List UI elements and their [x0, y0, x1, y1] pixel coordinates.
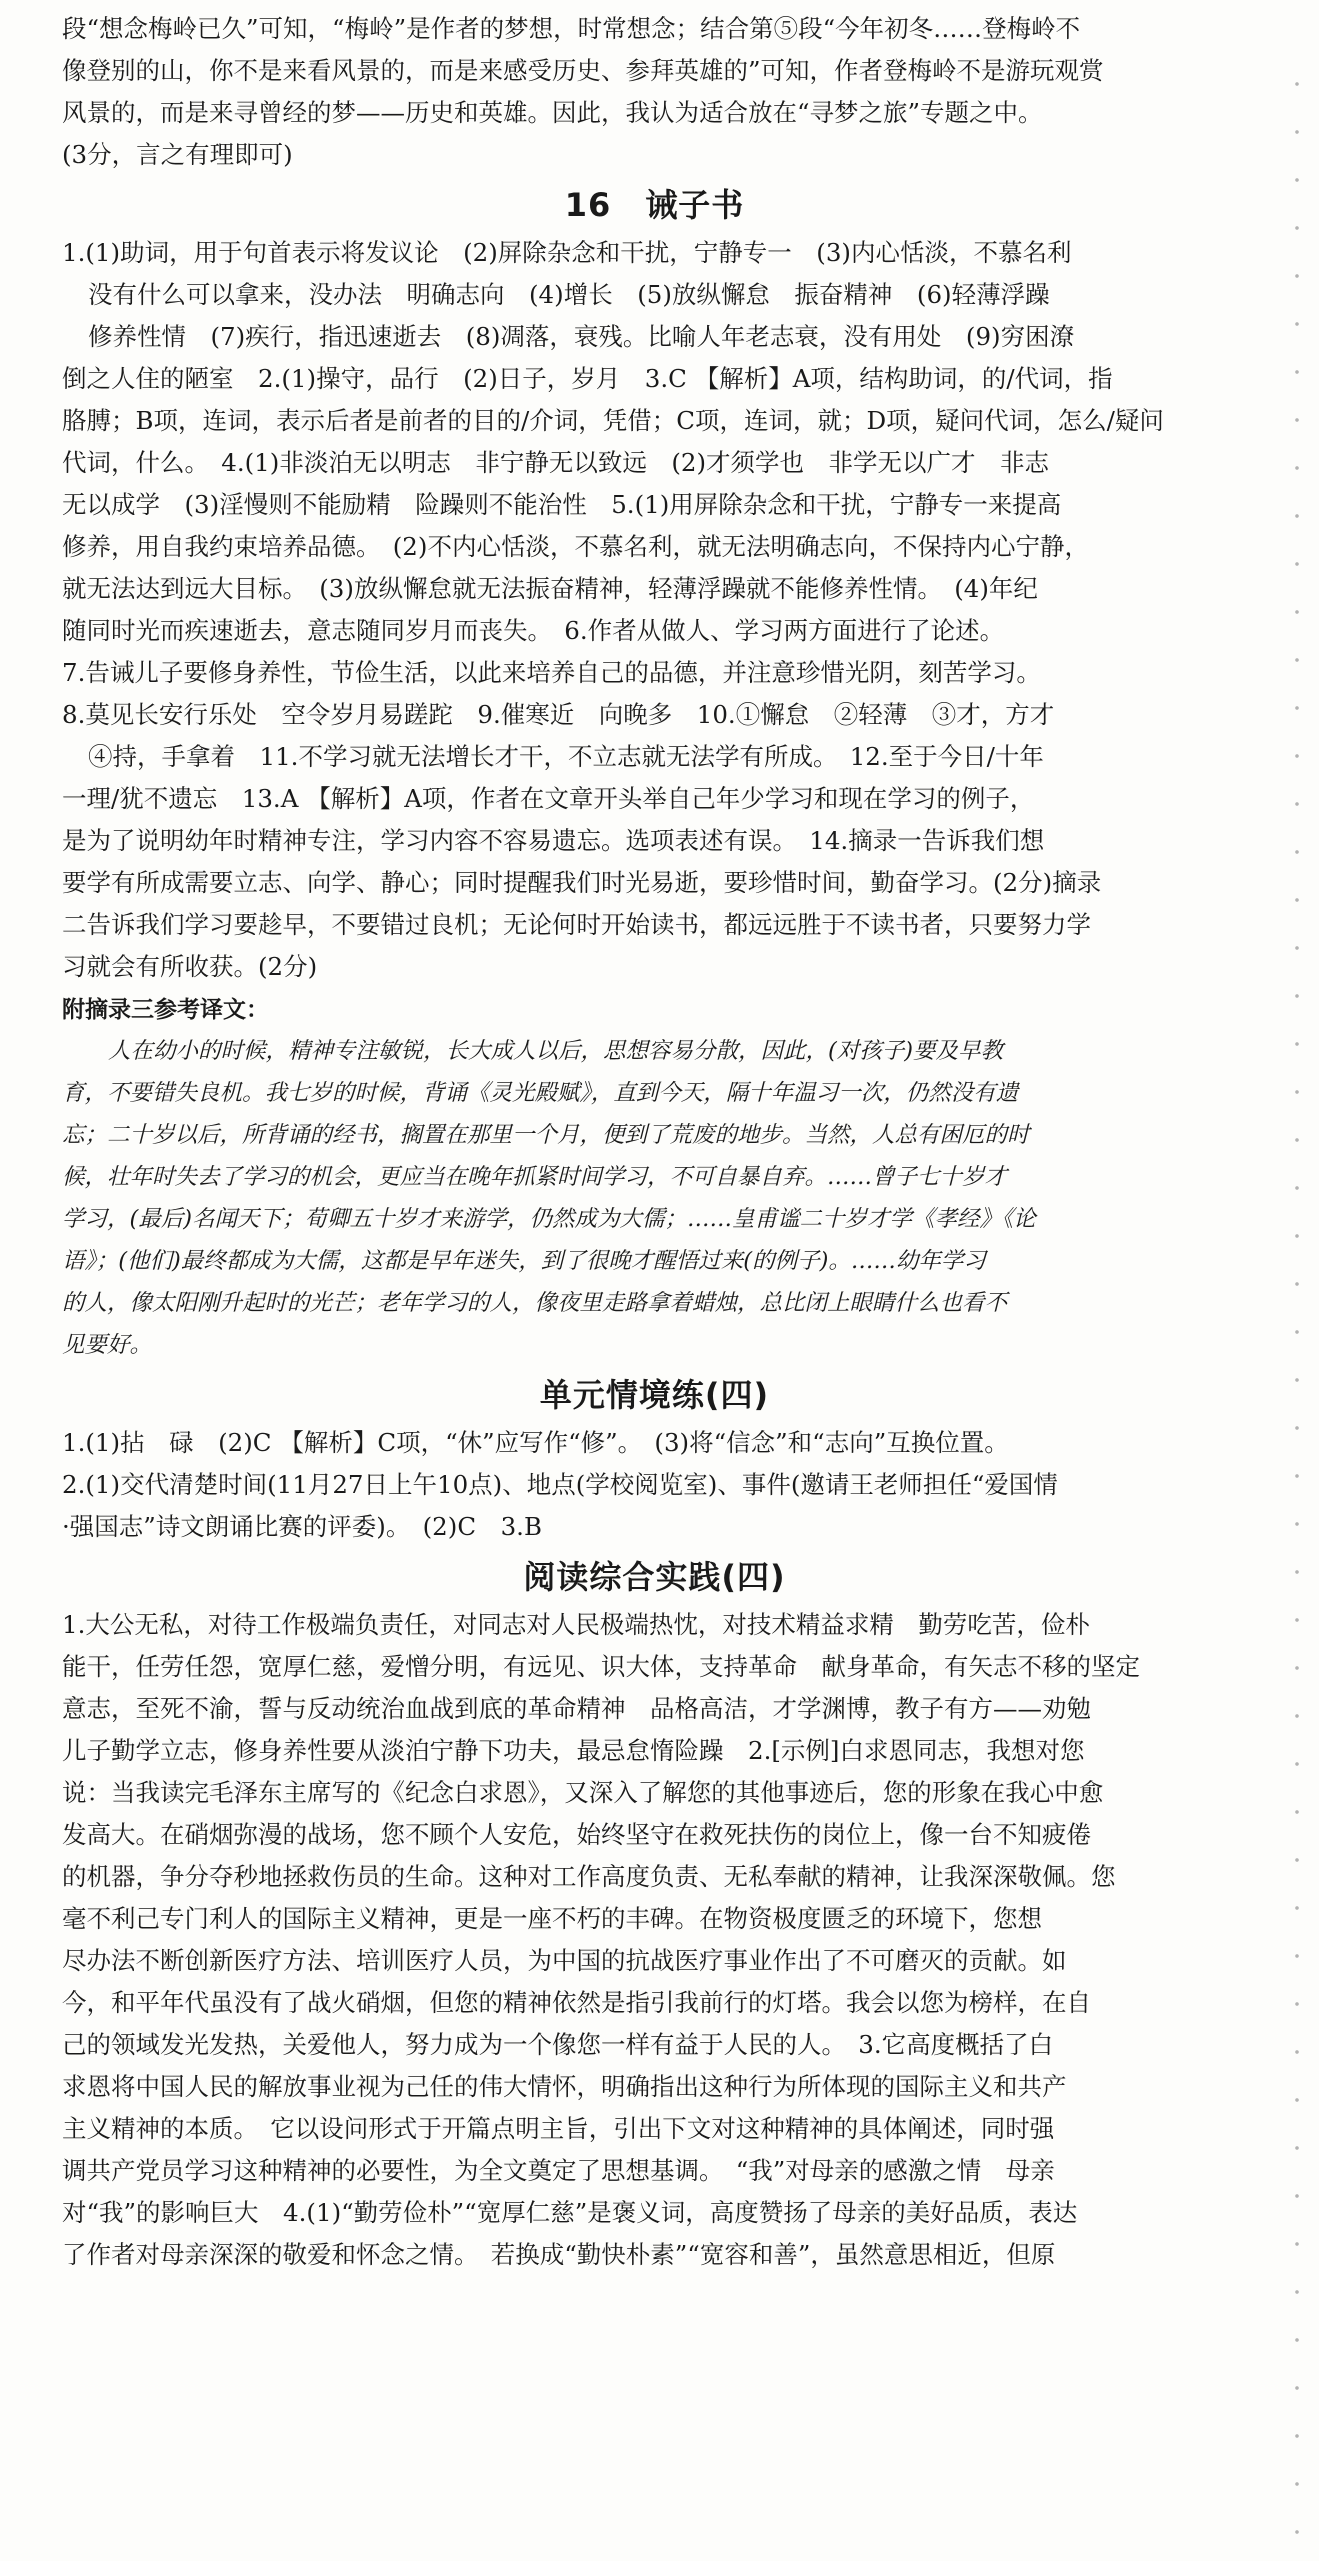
answer-line: 倒之人住的陋室 2.(1)操守，品行 (2)日子，岁月 3.C 【解析】A项，结构助词，的/代词，指: [62, 364, 1113, 393]
translation-line: 忘；二十岁以后，所背诵的经书，搁置在那里一个月，便到了荒废的地步。当然，人总有困厄的时: [62, 1122, 1030, 1148]
translation-line: 见要好。: [62, 1332, 153, 1358]
answer-line: 发高大。在硝烟弥漫的战场，您不顾个人安危，始终坚守在救死扶伤的岗位上，像一台不知疲倦: [62, 1820, 1091, 1849]
unit-practice-answers: [62, 1422, 1247, 1548]
answer-line: 的机器，争分夺秒地拯救伤员的生命。这种对工作高度负责、无私奉献的精神，让我深深敬佩。您: [62, 1862, 1116, 1891]
answer-line: 对“我”的影响巨大 4.(1)“勤劳俭朴”“宽厚仁慈”是褒义词，高度赞扬了母亲的美好品质，表达: [62, 2198, 1078, 2227]
answer-line: 尽办法不断创新医疗方法、培训医疗人员，为中国的抗战医疗事业作出了不可磨灭的贡献。如: [62, 1946, 1067, 1975]
answer-line: 代词，什么。 4.(1)非淡泊无以明志 非宁静无以致远 (2)才须学也 非学无以广才 非志: [62, 448, 1050, 477]
answer-line: 要学有所成需要立志、向学、静心；同时提醒我们时光易逝，要珍惜时间，勤奋学习。(2分)摘录: [62, 868, 1102, 897]
answer-line: 1.(1)助词，用于句首表示将发议论 (2)屏除杂念和干扰，宁静专一 (3)内心恬淡，不慕名利: [62, 238, 1072, 267]
section-16-answers: [62, 232, 1247, 988]
section-16-heading: [62, 182, 1247, 228]
answer-line: ·强国志”诗文朗诵比赛的评委)。 (2)C 3.B: [62, 1512, 542, 1541]
answer-line: 能干，任劳任怨，宽厚仁慈，爱憎分明，有远见、识大体，支持革命 献身革命，有矢志不移的坚定: [62, 1652, 1140, 1681]
section-number: 16: [564, 186, 612, 224]
text-line: 风景的，而是来寻曾经的梦——历史和英雄。因此，我认为适合放在“寻梦之旅”专题之中。: [62, 98, 1043, 127]
text-line: (3分，言之有理即可): [62, 140, 293, 169]
translation-heading: 附摘录三参考译文：: [62, 997, 269, 1023]
answer-line: 二告诉我们学习要趁早，不要错过良机；无论何时开始读书，都远远胜于不读书者，只要努力学: [62, 910, 1091, 939]
reading-practice-answers: [62, 1604, 1247, 2276]
translation-line: 的人，像太阳刚升起时的光芒；老年学习的人，像夜里走路拿着蜡烛，总比闭上眼睛什么也看不: [62, 1290, 1008, 1316]
answer-line: 了作者对母亲深深的敬爱和怀念之情。 若换成“勤快朴素”“宽容和善”，虽然意思相近，但原: [62, 2240, 1056, 2269]
top-paragraph: [62, 8, 1247, 176]
answer-line: 己的领域发光发热，关爱他人，努力成为一个像您一样有益于人民的人。 3.它高度概括了白: [62, 2030, 1054, 2059]
answer-line: 意志，至死不渝，誓与反动统治血战到底的革命精神 品格高洁，才学渊博，教子有方——劝勉: [62, 1694, 1091, 1723]
reading-practice-heading: 阅读综合实践(四): [523, 1558, 786, 1596]
answer-line: 修养，用自我约束培养品德。 (2)不内心恬淡，不慕名利，就无法明确志向，不保持内心宁静，: [62, 532, 1089, 561]
answer-line: 儿子勤学立志，修身养性要从淡泊宁静下功夫，最忌怠惰险躁 2.[示例]白求恩同志，我想对您: [62, 1736, 1085, 1765]
margin-dot-border: [1293, 60, 1301, 2540]
answer-line: 今，和平年代虽没有了战火硝烟，但您的精神依然是指引我前行的灯塔。我会以您为榜样，在自: [62, 1988, 1091, 2017]
answer-line: 1.大公无私，对待工作极端负责任，对同志对人民极端热忱，对技术精益求精 勤劳吃苦，俭朴: [62, 1610, 1090, 1639]
answer-line: 就无法达到远大目标。 (3)放纵懈怠就无法振奋精神，轻薄浮躁就不能修养性情。 (4)年纪: [62, 574, 1038, 603]
text-line: 段“想念梅岭已久”可知，“梅岭”是作者的梦想，时常想念；结合第⑤段“今年初冬……登梅岭不: [62, 14, 1081, 43]
answer-line: 随同时光而疾速逝去，意志随同岁月而丧失。 6.作者从做人、学习两方面进行了论述。: [62, 616, 1005, 645]
translation-line: 学习，(最后)名闻天下；荀卿五十岁才来游学，仍然成为大儒；……皇甫谧二十岁才学《孝经》《论: [62, 1206, 1036, 1232]
answer-line: 是为了说明幼年时精神专注，学习内容不容易遗忘。选项表述有误。 14.摘录一告诉我们想: [62, 826, 1045, 855]
answer-line: 求恩将中国人民的解放事业视为己任的伟大情怀，明确指出这种行为所体现的国际主义和共产: [62, 2072, 1067, 2101]
unit-practice-heading: 单元情境练(四): [539, 1376, 770, 1414]
section-title: 诫子书: [645, 186, 745, 224]
answer-line: ④持，手拿着 11.不学习就无法增长才干，不立志就无法学有所成。 12.至于今日/十年: [88, 742, 1044, 771]
answer-line: 2.(1)交代清楚时间(11月27日上午10点)、地点(学校阅览室)、事件(邀请王老师担任“爱国情: [62, 1470, 1058, 1499]
answer-line: 胳膊；B项，连词，表示后者是前者的目的/介词，凭借；C项，连词，就；D项，疑问代词，怎么/疑问: [62, 406, 1164, 435]
answer-page: [62, 8, 1247, 2276]
answer-line: 毫不利己专门利人的国际主义精神，更是一座不朽的丰碑。在物资极度匮乏的环境下，您想: [62, 1904, 1042, 1933]
answer-line: 1.(1)拈 碌 (2)C 【解析】C项，“休”应写作“修”。 (3)将“信念”和“志向”互换位置。: [62, 1428, 1009, 1457]
answer-line: 无以成学 (3)淫慢则不能励精 险躁则不能治性 5.(1)用屏除杂念和干扰，宁静专一来提高: [62, 490, 1062, 519]
answer-line: 7.告诫儿子要修身养性，节俭生活，以此来培养自己的品德，并注意珍惜光阴，刻苦学习。: [62, 658, 1041, 687]
text-line: 像登别的山，你不是来看风景的，而是来感受历史、参拜英雄的”可知，作者登梅岭不是游玩观赏: [62, 56, 1104, 85]
translation-line: 人在幼小的时候，精神专注敏锐，长大成人以后，思想容易分散，因此，(对孩子)要及早教: [108, 1038, 1004, 1064]
answer-line: 没有什么可以拿来，没办法 明确志向 (4)增长 (5)放纵懈怠 振奋精神 (6)轻薄浮躁: [88, 280, 1050, 309]
answer-line: 调共产党员学习这种精神的必要性，为全文奠定了思想基调。 “我”对母亲的感激之情 母亲: [62, 2156, 1055, 2185]
translation-line: 候，壮年时失去了学习的机会，更应当在晚年抓紧时间学习，不可自暴自弃。……曾子七十岁才: [62, 1164, 1008, 1190]
answer-line: 一理/犹不遗忘 13.A 【解析】A项，作者在文章开头举自己年少学习和现在学习的例子，: [62, 784, 1035, 813]
answer-line: 主义精神的本质。 它以设问形式于开篇点明主旨，引出下文对这种精神的具体阐述，同时强: [62, 2114, 1055, 2143]
translation-line: 育，不要错失良机。我七岁的时候，背诵《灵光殿赋》，直到今天，隔十年温习一次，仍然没有遗: [62, 1080, 1019, 1106]
answer-line: 说：当我读完毛泽东主席写的《纪念白求恩》，又深入了解您的其他事迹后，您的形象在我心中愈: [62, 1778, 1104, 1807]
answer-line: 修养性情 (7)疾行，指迅速逝去 (8)凋落，衰残。比喻人年老志衰，没有用处 (9)穷困潦: [88, 322, 1075, 351]
answer-line: 习就会有所收获。(2分): [62, 952, 318, 981]
answer-line: 8.莫见长安行乐处 空令岁月易蹉跎 9.催寒近 向晚多 10.①懈怠 ②轻薄 ③才，方才: [62, 700, 1055, 729]
translation-line: 语》；(他们)最终都成为大儒，这都是早年迷失，到了很晚才醒悟过来(的例子)。……幼年学习: [62, 1248, 986, 1274]
translation-block: [62, 1030, 1247, 1366]
